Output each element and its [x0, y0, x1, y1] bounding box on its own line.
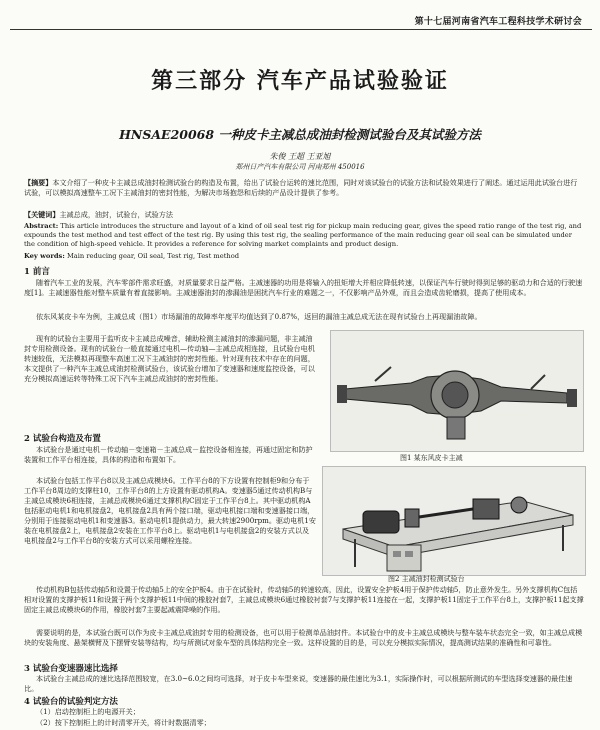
keywords-cn — [24, 210, 584, 220]
abstract-en-label: Abstract: — [24, 222, 59, 230]
figure-2-image — [322, 466, 586, 576]
section-2-text-1: 本试验台是通过电机－传动轴－变速箱－主减总成－监控设备相连接，再通过固定和防护装置和工作平台相连接，具体的构造和布置如下。 — [24, 445, 313, 464]
running-header: 第十七届河南省汽车工程科技学术研讨会 — [414, 17, 582, 27]
abstract-cn — [24, 178, 584, 198]
section-1-text-3: 现有的试验台主要用于监听皮卡主减总成噪音，辅助检测主减油封的渗漏问题，非主减油封专用检测设备。现有的试验台一般直接通过电机—传动轴—主减总成相连接，且试验台电机转速较低，无法模拟再现整车高速工况下主减油封的密封性能。针对现有技术中存在的问题，本文提供了一种汽车主减总成油封检测试验台，该试验台增加了变速器和速度监控设备，可以充分模拟高速运转等特殊工况下汽车主减总成油封的密封性能。 — [24, 334, 315, 383]
section-1-paragraph-1 — [24, 278, 584, 298]
section-2-paragraph-4 — [24, 628, 584, 660]
main-reducer-illustration — [331, 331, 583, 451]
section-2-paragraph-3 — [24, 585, 584, 627]
keywords-cn-label: 【关键词】 — [24, 210, 60, 219]
affiliation: 郑州日产汽车有限公司 河南郑州 450016 — [235, 163, 365, 171]
section-1-text-1: 随着汽车工业的发展，汽车零部件需求旺盛，对质量要求日益严格。主减速器的功用是将输入的扭矩增大并相应降低转速，以保证汽车行驶时得到足够的驱动力和合适的行驶速度[1]。主减速器性能对整车质量有着直接影响。主减速器油封的渗漏油是困扰汽车行业的难题之一，不仅影响产品外观，而且会造成齿轮磨损，提高了使用成本。 — [24, 278, 583, 297]
abstract-cn-label: 【摘要】 — [24, 178, 53, 187]
section-3-heading: 3 试验台变速器速比选择 — [24, 664, 118, 674]
abstract-cn-text: 本文介绍了一种皮卡主减总成油封检测试验台的构造及布置，给出了试验台运转的速比范围，同时对该试验台的试验方法和试验效果进行了阐述。通过运用此试验台进行试验，可以模拟高速整车工况下主减油封的密封性能，为解决市场抱怨和后续的产品设计提供了参考。 — [24, 178, 578, 197]
figure-1-caption: 图1 某东风皮卡主减 — [400, 454, 463, 462]
section-2-paragraph-2 — [24, 476, 316, 584]
keywords-en-label: Key words: — [24, 252, 65, 260]
figure-1-image — [330, 330, 584, 452]
authors: 朱俊 王超 王亚旭 — [269, 152, 331, 161]
section-1-paragraph-3 — [24, 334, 316, 430]
keywords-en-text: Main reducing gear, Oil seal, Test rig, Test method — [66, 252, 240, 260]
abstract-en-text: This article introduces the structure and layout of a kind of oil seal test rig for pickup main reducing gear, gives the speed ratio range of the test rig, and expounds the test method and test effect of the test rig. By using this test rig, the sealing performance of the main reducing gear oil seal can be simulated under the condition of high-speed vehicle. It provides a reference for solving market complaints and product design. — [24, 222, 582, 248]
section-1-text-2: 依东风某皮卡车为例，主减总成（图1）市场漏油的故障率年度平均值达到了0.87%，返回的漏油主减总成无法在现有试验台上再现漏油故障。 — [36, 312, 482, 321]
section-1-heading: 1 前言 — [24, 267, 50, 277]
section-3-paragraph — [24, 674, 584, 694]
paper-title: HNSAE20068 一种皮卡主减总成油封检测试验台及其试验方法 — [119, 127, 481, 142]
section-1-paragraph-2 — [24, 312, 584, 322]
test-rig-illustration — [323, 467, 585, 575]
section-2-heading: 2 试验台构造及布置 — [24, 434, 101, 444]
keywords-en — [24, 252, 584, 261]
keywords-cn-text: 主减总成，油封，试验台，试验方法 — [59, 210, 173, 219]
section-4-item-1: （1）启动控制柜上的电源开关； — [36, 707, 140, 716]
section-3-text: 本试验台主减总成的速比选择范围较宽，在3.0~6.0之间均可选择，对于皮卡车型来说，变速器的最佳速比为3.1，实际操作时，可以根据所测试的车型选择变速器的最佳速比。 — [24, 674, 573, 693]
figure-2-caption: 图2 主减油封检测试验台 — [388, 575, 465, 583]
part-title: 第三部分 汽车产品试验验证 — [151, 68, 449, 94]
section-4-heading: 4 试验台的试验判定方法 — [24, 697, 118, 707]
header-rule — [10, 29, 592, 30]
section-4-item-2: （2）按下控制柜上的计时清零开关，将计时数据清零； — [36, 718, 211, 727]
section-2-text-3: 传动机构B包括传动轴5和设置于传动轴5上的安全护板4。由于在试验时，传动轴5的转速较高，因此，设置安全护板4用于保护传动轴5，防止意外发生。另外支撑机构C包括相对设置的支撑护板11和设置于两个支撑护板11中间的橡胶衬套7，主减总成模块6通过橡胶衬套7与支撑护板11连接在一起，支撑护板11固定于工作平台8上，支撑护板11起支撑固定主减总成模块6的作用，橡胶衬套7主要起减震降噪的作用。 — [24, 585, 584, 614]
section-2-text-4: 需要说明的是，本试验台既可以作为皮卡主减总成油封专用的检测设备，也可以用于检测单品油封件。本试验台中的皮卡主减总成模块与整车装车状态完全一致，如主减总成模块的安装角度、悬架横臂及下摆臂安装等结构，均与所测试对象车型的具体结构完全一致。这样设置的目的是，可以充分模拟实际情况，提高测试结果的准确性和可靠性。 — [24, 628, 583, 647]
section-2-paragraph-1 — [24, 445, 316, 475]
abstract-en — [24, 222, 584, 249]
section-2-text-2: 本试验台包括工作平台8以及主减总成模块6。工作平台8的下方设置有控制柜9和分布于工作平台8周边的支撑柱10，工作平台8的上方设置有驱动机构A。变速器5通过传动机构B与主减总成模块6相连接，主减总成模块6通过支撑机构C固定于工作平台8上。其中驱动机构A包括驱动电机1和电机接盘2，电机接盘2具有两个接口端，驱动电机接口端和变速器接口端，分别用于连接驱动电机1和变速器3。驱动电机1提供动力，最大转速2900rpm。驱动电机1安装在电机接盘2上，电机接盘2安装在工作平台8上。驱动电机1与电机接盘2的安装方式以及电机接盘2与工作平台8的安装方式可以采用螺栓连接。 — [24, 476, 316, 545]
